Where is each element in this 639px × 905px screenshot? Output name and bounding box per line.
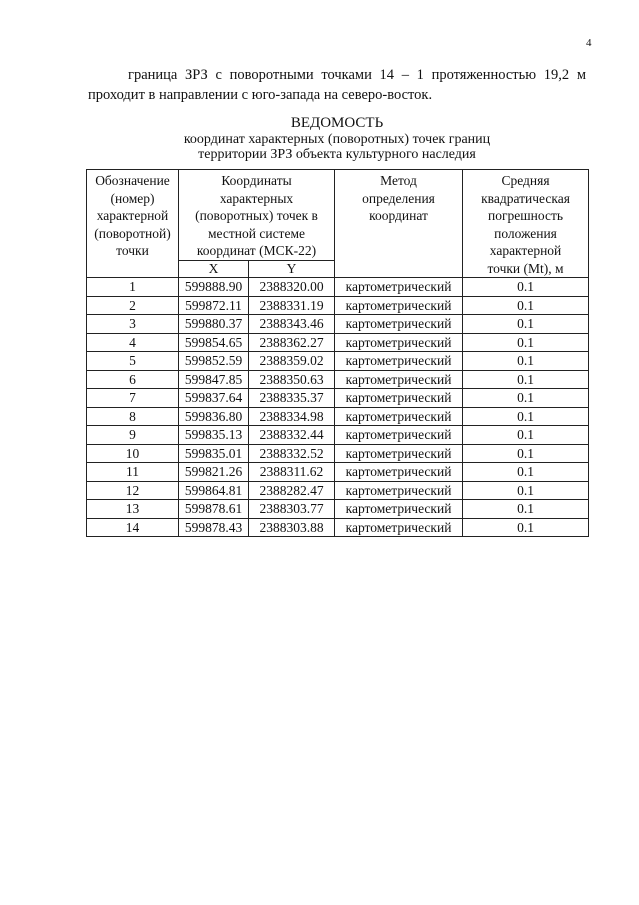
cell-mt: 0.1: [463, 315, 589, 334]
table-row: [87, 407, 589, 426]
cell-y: 2388331.19: [249, 296, 335, 315]
cell-point-number: 14: [87, 518, 179, 537]
cell-method: картометрический: [335, 444, 463, 463]
cell-y: 2388343.46: [249, 315, 335, 334]
table-row: [87, 481, 589, 500]
cell-y: 2388311.62: [249, 463, 335, 482]
cell-x: 599835.01: [179, 444, 249, 463]
cell-method: картометрический: [335, 278, 463, 297]
cell-mt: 0.1: [463, 296, 589, 315]
table-row: [87, 278, 589, 297]
cell-mt: 0.1: [463, 389, 589, 408]
cell-y: 2388320.00: [249, 278, 335, 297]
table-row: [87, 444, 589, 463]
cell-point-number: 2: [87, 296, 179, 315]
cell-point-number: 11: [87, 463, 179, 482]
intro-line-2: проходит в направлении с юго-запада на северо-восток.: [88, 87, 433, 103]
cell-x: 599872.11: [179, 296, 249, 315]
table-row: [87, 315, 589, 334]
cell-point-number: 6: [87, 370, 179, 389]
cell-x: 599821.26: [179, 463, 249, 482]
cell-method: картометрический: [335, 407, 463, 426]
cell-point-number: 7: [87, 389, 179, 408]
cell-y: 2388350.63: [249, 370, 335, 389]
cell-mt: 0.1: [463, 518, 589, 537]
cell-x: 599836.80: [179, 407, 249, 426]
cell-mt: 0.1: [463, 444, 589, 463]
statement-subtitle-line-1: координат характерных (поворотных) точек границ: [183, 132, 491, 147]
cell-method: картометрический: [335, 389, 463, 408]
cell-mt: 0.1: [463, 278, 589, 297]
cell-mt: 0.1: [463, 463, 589, 482]
cell-mt: 0.1: [463, 352, 589, 371]
cell-point-number: 9: [87, 426, 179, 445]
cell-x: 599878.43: [179, 518, 249, 537]
table-row: [87, 370, 589, 389]
table-row: [87, 389, 589, 408]
cell-mt: 0.1: [463, 333, 589, 352]
cell-point-number: 10: [87, 444, 179, 463]
header-point-id: Обозначение (номер) характерной (поворотной) точки: [87, 170, 179, 278]
cell-mt: 0.1: [463, 407, 589, 426]
cell-method: картометрический: [335, 352, 463, 371]
cell-x: 599854.65: [179, 333, 249, 352]
cell-mt: 0.1: [463, 481, 589, 500]
cell-x: 599837.64: [179, 389, 249, 408]
cell-x: 599888.90: [179, 278, 249, 297]
header-coordinates: Координаты характерных (поворотных) точек в местной системе координат (МСК-22): [179, 170, 335, 261]
cell-method: картометрический: [335, 481, 463, 500]
table-row: [87, 518, 589, 537]
cell-method: картометрический: [335, 296, 463, 315]
cell-mt: 0.1: [463, 426, 589, 445]
cell-point-number: 1: [87, 278, 179, 297]
table-row: [87, 333, 589, 352]
cell-y: 2388332.44: [249, 426, 335, 445]
cell-point-number: 8: [87, 407, 179, 426]
table-row: [87, 426, 589, 445]
coordinates-table: [86, 169, 589, 537]
statement-heading: [88, 115, 586, 162]
header-method: Метод определения координат: [335, 170, 463, 278]
cell-y: 2388303.88: [249, 518, 335, 537]
cell-x: 599880.37: [179, 315, 249, 334]
cell-y: 2388303.77: [249, 500, 335, 519]
cell-mt: 0.1: [463, 370, 589, 389]
cell-method: картометрический: [335, 333, 463, 352]
page-number: 4: [586, 37, 592, 49]
cell-y: 2388362.27: [249, 333, 335, 352]
table-header-row: [87, 170, 589, 261]
intro-line-1: граница ЗРЗ с поворотными точками 14 – 1 протяженностью 19,2 м: [128, 67, 586, 83]
cell-x: 599878.61: [179, 500, 249, 519]
header-x: X: [179, 260, 249, 277]
cell-point-number: 4: [87, 333, 179, 352]
cell-point-number: 12: [87, 481, 179, 500]
cell-y: 2388335.37: [249, 389, 335, 408]
statement-title: ВЕДОМОСТЬ: [290, 115, 384, 131]
table-row: [87, 500, 589, 519]
cell-y: 2388359.02: [249, 352, 335, 371]
cell-point-number: 13: [87, 500, 179, 519]
cell-method: картометрический: [335, 426, 463, 445]
cell-y: 2388334.98: [249, 407, 335, 426]
cell-x: 599835.13: [179, 426, 249, 445]
table-body: [87, 278, 589, 537]
cell-y: 2388332.52: [249, 444, 335, 463]
cell-y: 2388282.47: [249, 481, 335, 500]
cell-point-number: 3: [87, 315, 179, 334]
table-row: [87, 352, 589, 371]
cell-x: 599847.85: [179, 370, 249, 389]
header-error: Средняя квадратическая погрешность положения характерной точки (Mt), м: [463, 170, 589, 278]
cell-method: картометрический: [335, 370, 463, 389]
cell-method: картометрический: [335, 463, 463, 482]
cell-x: 599864.81: [179, 481, 249, 500]
header-y: Y: [249, 260, 335, 277]
statement-subtitle-line-2: территории ЗРЗ объекта культурного наследия: [198, 147, 476, 162]
cell-point-number: 5: [87, 352, 179, 371]
cell-x: 599852.59: [179, 352, 249, 371]
cell-mt: 0.1: [463, 500, 589, 519]
cell-method: картометрический: [335, 500, 463, 519]
cell-method: картометрический: [335, 315, 463, 334]
table-row: [87, 296, 589, 315]
cell-method: картометрический: [335, 518, 463, 537]
intro-paragraph: [88, 65, 586, 105]
table-row: [87, 463, 589, 482]
